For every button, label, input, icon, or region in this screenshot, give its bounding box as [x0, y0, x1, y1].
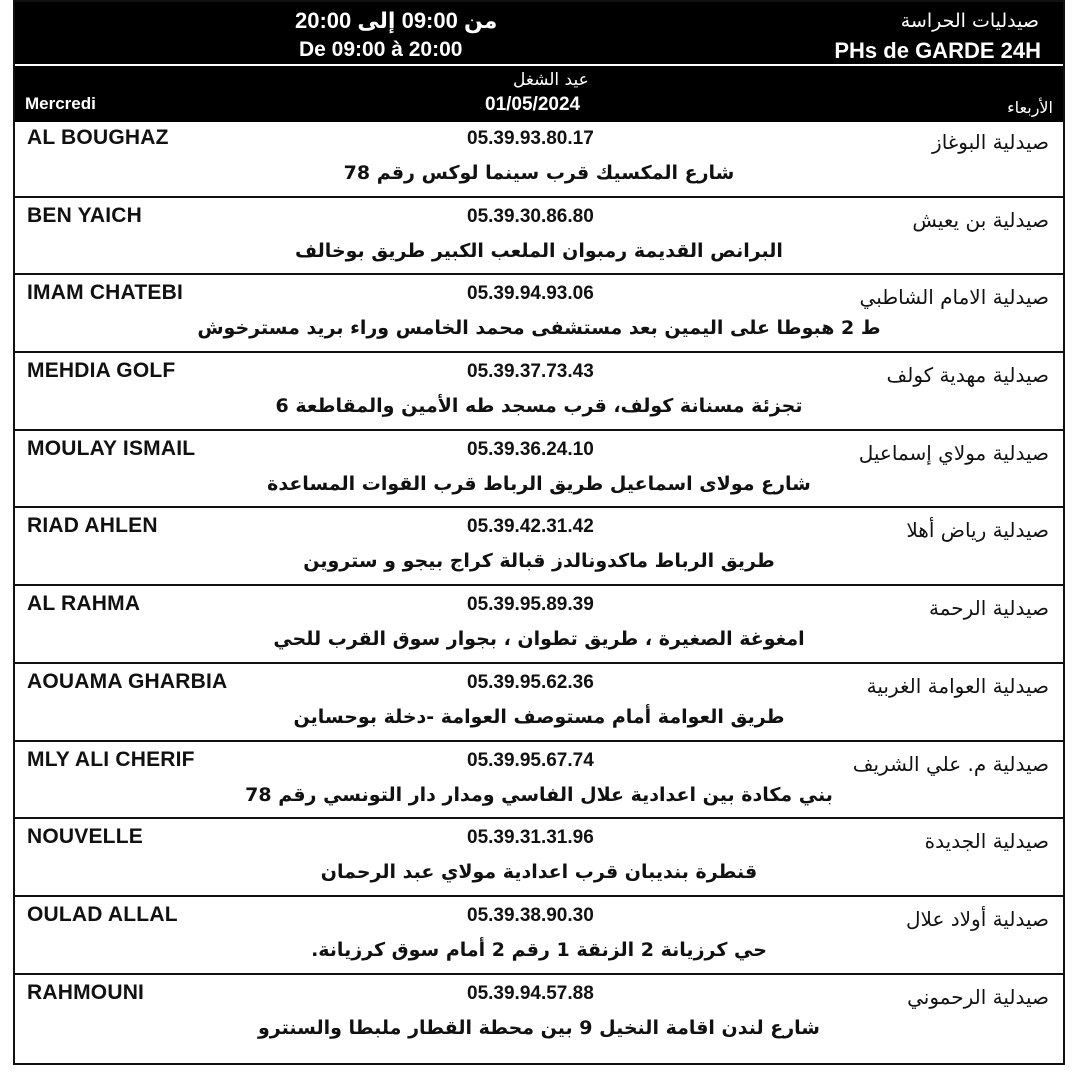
pharmacy-row	[15, 664, 1063, 742]
pharmacy-name-arabic: صيدلية م. علي الشريف	[852, 751, 1049, 776]
pharmacy-address: ط 2 هبوطا على اليمين بعد مستشفى محمد الخامس وراء بريد مسترخوش	[197, 317, 881, 340]
pharmacy-address: شارع المكسيك قرب سينما لوكس رقم 78	[343, 162, 735, 184]
pharmacy-row	[15, 431, 1063, 509]
pharmacy-address: حي كرزيانة 2 الزنقة 1 رقم 2 أمام سوق كرزيانة.	[311, 938, 767, 961]
pharmacy-name-latin: RIAD AHLEN	[27, 514, 158, 538]
pharmacy-phone: 05.39.36.24.10	[467, 438, 594, 460]
pharmacy-name-arabic: صيدلية الرحموني	[907, 984, 1049, 1009]
title-french: PHs de GARDE 24H	[834, 38, 1041, 63]
pharmacy-name-latin: BEN YAICH	[27, 203, 143, 227]
pharmacy-list	[15, 120, 1063, 1063]
pharmacy-phone: 05.39.94.57.88	[467, 982, 594, 1004]
pharmacy-name-latin: MLY ALI CHERIF	[27, 747, 195, 771]
pharmacy-name-arabic: صيدلية الامام الشاطبي	[859, 285, 1049, 310]
pharmacy-address: امغوغة الصغيرة ، طريق تطوان ، بجوار سوق القرب للحي	[273, 628, 805, 651]
pharmacy-address: تجزئة مسنانة كولف، قرب مسجد طه الأمين والمقاطعة 6	[275, 395, 803, 418]
pharmacy-row	[15, 353, 1063, 431]
pharmacy-phone: 05.39.31.31.96	[467, 827, 594, 849]
pharmacy-name-latin: MOULAY ISMAIL	[27, 436, 196, 460]
header-date-bar	[15, 66, 1063, 122]
pharmacy-row	[15, 198, 1063, 276]
pharmacy-phone: 05.39.42.31.42	[467, 516, 594, 538]
header-top	[15, 2, 1063, 66]
pharmacy-phone: 05.39.95.62.36	[467, 671, 594, 693]
pharmacy-address: بني مكادة بين اعدادية علال الفاسي ومدار دار التونسي رقم 78	[245, 783, 833, 806]
pharmacy-schedule-sheet	[13, 0, 1065, 1065]
pharmacy-name-latin: RAHMOUNI	[27, 980, 145, 1004]
day-french: Mercredi	[25, 94, 96, 113]
pharmacy-name-latin: OULAD ALLAL	[27, 902, 178, 926]
pharmacy-phone: 05.39.38.90.30	[467, 904, 594, 926]
pharmacy-name-latin: NOUVELLE	[27, 825, 143, 849]
pharmacy-row	[15, 120, 1063, 198]
pharmacy-name-arabic: صيدلية أولاد علال	[905, 906, 1049, 931]
hours-french: De 09:00 à 20:00	[299, 38, 463, 61]
hours-arabic: من 09:00 إلى 20:00	[295, 8, 498, 33]
pharmacy-row	[15, 275, 1063, 353]
pharmacy-row	[15, 975, 1063, 1053]
pharmacy-name-latin: AOUAMA GHARBIA	[27, 669, 228, 693]
holiday-arabic: عيد الشغل	[513, 70, 589, 90]
pharmacy-name-latin: AL BOUGHAZ	[27, 126, 169, 149]
pharmacy-name-latin: IMAM CHATEBI	[27, 281, 183, 305]
pharmacy-address: شارع لندن اقامة النخيل 9 بين محطة القطار ملبطا والسنترو	[257, 1016, 820, 1039]
pharmacy-address: شارع مولاى اسماعيل طريق الرباط قرب القوات المساعدة	[267, 472, 811, 495]
pharmacy-row	[15, 508, 1063, 586]
day-arabic: الأربعاء	[1007, 98, 1053, 117]
pharmacy-name-arabic: صيدلية الرحمة	[928, 596, 1049, 621]
pharmacy-row	[15, 586, 1063, 664]
pharmacy-phone: 05.39.37.73.43	[467, 361, 594, 383]
pharmacy-name-latin: AL RAHMA	[27, 592, 141, 616]
pharmacy-phone: 05.39.93.80.17	[467, 128, 594, 149]
pharmacy-name-arabic: صيدلية مهدية كولف	[886, 363, 1049, 388]
pharmacy-name-arabic: صيدلية مولاي إسماعيل	[858, 440, 1049, 465]
pharmacy-row	[15, 897, 1063, 975]
pharmacy-row	[15, 819, 1063, 897]
pharmacy-name-arabic: صيدلية الجديدة	[924, 829, 1049, 854]
pharmacy-address: طريق الرباط ماكدونالدز قبالة كراج بيجو و ستروين	[303, 550, 775, 573]
pharmacy-phone: 05.39.30.86.80	[467, 205, 594, 227]
pharmacy-address: طريق العوامة أمام مستوصف العوامة -دخلة بوحساين	[293, 705, 785, 728]
pharmacy-name-arabic: صيدلية بن يعيش	[912, 207, 1049, 232]
pharmacy-phone: 05.39.95.67.74	[467, 749, 594, 771]
pharmacy-name-arabic: صيدلية رياض أهلا	[906, 518, 1049, 543]
pharmacy-row	[15, 742, 1063, 820]
pharmacy-phone: 05.39.94.93.06	[467, 283, 594, 305]
pharmacy-phone: 05.39.95.89.39	[467, 594, 594, 616]
pharmacy-name-latin: MEHDIA GOLF	[27, 359, 176, 383]
pharmacy-name-arabic: صيدلية البوغاز	[932, 130, 1049, 154]
title-arabic: صيدليات الحراسة	[900, 10, 1039, 32]
pharmacy-name-arabic: صيدلية العوامة الغربية	[866, 673, 1049, 698]
pharmacy-address: قنطرة بنديبان قرب اعدادية مولاي عبد الرحمان	[320, 861, 758, 884]
date: 01/05/2024	[485, 94, 581, 115]
pharmacy-address: البرانص القديمة رمبوان الملعب الكبير طريق بوخالف	[295, 239, 783, 262]
